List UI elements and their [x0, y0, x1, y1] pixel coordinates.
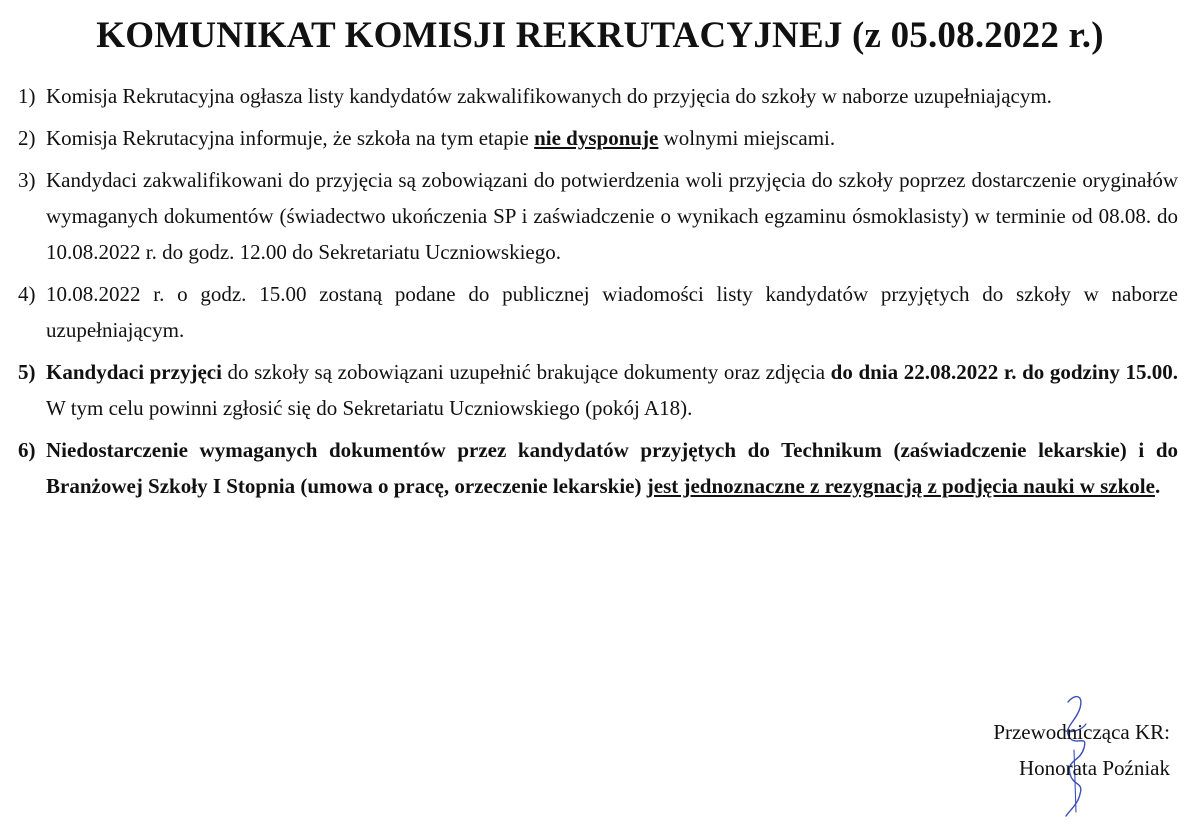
- list-item: [18, 162, 1178, 270]
- item-text: wolnymi miejscami.: [658, 126, 836, 150]
- list-item: [18, 78, 1178, 114]
- item-number: 3): [18, 168, 36, 192]
- item-number: 2): [18, 126, 36, 150]
- item-number: 6): [18, 438, 36, 462]
- list-item: [18, 120, 1178, 156]
- list-item: [18, 354, 1178, 426]
- item-number: 4): [18, 282, 36, 306]
- announcement-list: [18, 78, 1178, 510]
- item-text: Komisja Rekrutacyjna informuje, że szkoła na tym etapie: [46, 126, 535, 150]
- item-bold-start: Kandydaci przyjęci: [46, 360, 222, 384]
- item-emphasis: nie dysponuje: [534, 126, 659, 150]
- list-item: [18, 432, 1178, 504]
- item-text: Komisja Rekrutacyjna ogłasza listy kandydatów zakwalifikowanych do przyjęcia do szkoły w naborze uzupełniającym.: [46, 84, 1052, 108]
- item-number: 1): [18, 84, 36, 108]
- item-underlined: jest jednoznaczne z rezygnacją z podjęcia nauki w szkole: [646, 474, 1155, 498]
- page-title: KOMUNIKAT KOMISJI REKRUTACYJNEJ (z 05.08.2022 r.): [96, 15, 1104, 56]
- signature-block: [993, 714, 1170, 786]
- item-text: .: [1154, 474, 1161, 498]
- signature-role: Przewodnicząca KR:: [993, 720, 1170, 744]
- signature-name: Honorata Poźniak: [1018, 756, 1170, 780]
- item-text: do szkoły są zobowiązani uzupełnić brakujące dokumenty oraz zdjęcia: [221, 360, 831, 384]
- item-text: Kandydaci zakwalifikowani do przyjęcia są zobowiązani do potwierdzenia woli przyjęcia do szkoły poprzez dostarczenie oryginałów wymaganych dokumentów (świadectwo ukończenia SP i zaświadczenie o wynikach egzaminu ósmoklasisty) w terminie od 08.08. do 10.08.2022 r. do godz. 12.00 do Sekretariatu Uczniowskiego.: [46, 168, 1178, 264]
- item-deadline: do dnia 22.08.2022 r. do godziny 15.00.: [830, 360, 1178, 384]
- list-item: [18, 276, 1178, 348]
- item-text: W tym celu powinni zgłosić się do Sekretariatu Uczniowskiego (pokój A18).: [46, 396, 693, 420]
- item-text: 10.08.2022 r. o godz. 15.00 zostaną podane do publicznej wiadomości listy kandydatów przyjętych do szkoły w naborze uzupełniającym.: [46, 282, 1178, 342]
- item-number: 5): [18, 360, 36, 384]
- item-text: Niedostarczenie wymaganych dokumentów przez kandydatów przyjętych do Technikum (zaświadczenie lekarskie) i do Branżowej Szkoły I Stopnia (umowa o pracę, orzeczenie lekarskie): [46, 438, 1178, 498]
